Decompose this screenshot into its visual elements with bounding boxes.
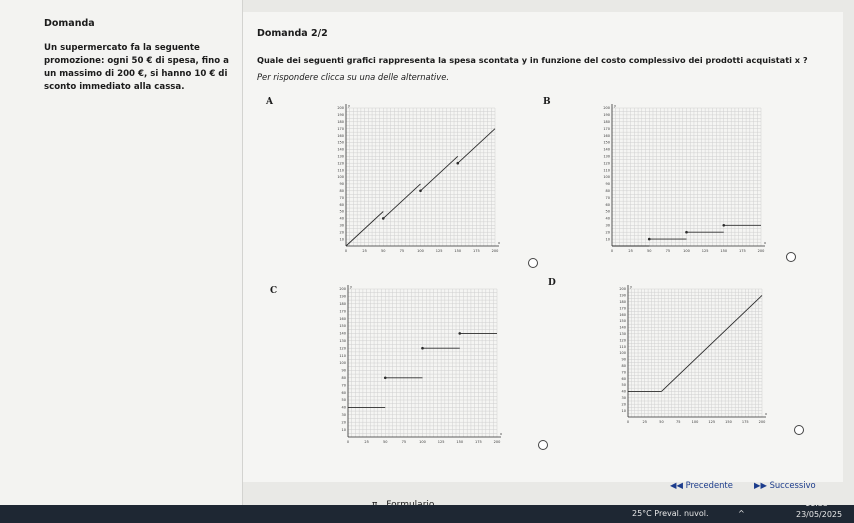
segment-point [458,332,461,335]
x-tick-label: 175 [473,249,480,253]
x-tick-label: 150 [454,249,462,253]
y-tick-label: 120 [603,161,610,166]
y-tick-label: 110 [337,168,344,173]
x-tick-label: 100 [417,249,424,253]
y-tick-label: 180 [339,302,346,306]
clock-time[interactable]: 11:35 [805,499,829,508]
y-tick-label: 130 [603,154,610,159]
x-axis-label: x [500,432,503,436]
x-tick-label: 0 [344,249,348,253]
option-letter-a: A [266,97,273,107]
y-tick-label: 70 [339,195,344,200]
x-tick-label: 50 [659,420,664,424]
option-letter-b: B [543,97,551,107]
scenario-text: Un supermercato fa la seguente promozione: ogni 50 € di spesa, fino a un massimo di 200 €, si hanno 10 € di sconto immediato alla cassa. [44,43,229,92]
y-tick-label: 200 [619,287,626,292]
chevron-up-icon[interactable]: ^ [738,509,745,518]
chart-grid [348,289,497,437]
segment-point [421,347,424,350]
y-tick-label: 100 [619,351,626,356]
y-tick-label: 170 [619,306,626,311]
previous-button[interactable] [670,480,733,490]
x-tick-label: 150 [456,440,464,444]
y-tick-label: 30 [339,223,344,228]
y-tick-label: 40 [341,405,346,410]
y-tick-label: 150 [339,324,346,329]
taskbar [0,499,854,523]
y-tick-label: 30 [605,223,610,228]
x-tick-label: 25 [362,249,367,253]
y-tick-label: 30 [341,413,346,417]
y-tick-label: 100 [603,175,610,180]
y-tick-label: 10 [621,408,626,413]
option-letter-d: D [548,278,556,288]
segment-point [722,224,725,227]
y-tick-label: 190 [337,113,344,118]
x-tick-label: 125 [437,440,445,444]
x-tick-label: 25 [642,420,647,424]
y-tick-label: 110 [603,168,610,173]
y-tick-label: 50 [339,209,344,214]
chart-option-b[interactable] [596,100,771,260]
y-tick-label: 130 [339,339,346,343]
x-axis-label: x [498,241,501,245]
y-tick-label: 150 [337,140,344,145]
chart-option-c[interactable] [332,281,507,451]
y-tick-label: 50 [621,383,626,388]
y-tick-label: 10 [605,237,610,242]
weather-status[interactable]: 25°C Preval. nuvol. [632,509,709,518]
segment-point [384,377,387,380]
x-tick-label: 50 [381,249,386,253]
segment-point [382,217,385,220]
x-tick-label: 150 [725,420,732,424]
x-tick-label: 0 [346,440,350,444]
x-tick-label: 175 [475,440,482,444]
previous-label: Precedente [685,480,733,490]
x-tick-label: 200 [491,249,499,253]
y-tick-label: 20 [341,420,346,425]
y-tick-label: 140 [337,147,344,152]
x-tick-label: 100 [683,249,690,253]
y-tick-label: 40 [621,389,626,394]
segment-point [685,231,688,234]
y-tick-label: 130 [337,154,344,159]
x-tick-label: 200 [757,249,765,253]
y-tick-label: 160 [603,133,610,138]
next-button[interactable] [754,480,816,490]
x-tick-label: 75 [665,249,671,253]
y-tick-label: 190 [603,113,610,118]
y-tick-label: 140 [339,331,346,336]
x-tick-label: 100 [419,440,426,444]
question-title: Domanda 2/2 [257,28,328,39]
y-tick-label: 10 [341,427,346,432]
x-tick-label: 0 [610,249,614,253]
y-tick-label: 50 [605,209,610,214]
y-tick-label: 40 [605,216,610,221]
y-tick-label: 70 [621,370,626,375]
forward-icon: ▶▶ [754,480,767,490]
y-tick-label: 90 [341,368,346,373]
y-tick-label: 40 [339,216,344,221]
y-tick-label: 10 [339,237,344,242]
y-tick-label: 80 [605,189,610,193]
y-tick-label: 70 [341,383,346,388]
y-tick-label: 160 [339,316,346,321]
chart-grid [628,289,762,417]
rewind-icon: ◀◀ [670,480,683,490]
x-tick-label: 175 [739,249,746,253]
y-axis-label: y [614,104,617,108]
y-tick-label: 20 [621,402,626,407]
option-letter-c: C [270,286,278,296]
y-tick-label: 80 [341,376,346,380]
y-tick-label: 90 [621,357,626,362]
y-tick-label: 120 [339,346,346,351]
y-tick-label: 200 [337,106,344,111]
y-tick-label: 180 [603,120,610,124]
segment-point [419,190,422,193]
y-tick-label: 100 [339,361,346,366]
segment-point [648,238,651,241]
x-tick-label: 200 [493,440,501,444]
y-tick-label: 170 [337,126,344,131]
y-tick-label: 190 [619,293,626,298]
y-tick-label: 180 [619,300,626,304]
y-tick-label: 90 [605,182,610,187]
question-text: Quale dei seguenti grafici rappresenta la spesa scontata y in funzione del costo complessivo dei prodotti acquistati x ? [257,55,808,65]
x-tick-label: 125 [701,249,709,253]
radio-option-d[interactable] [794,425,804,435]
x-tick-label: 125 [435,249,443,253]
x-axis-label: x [764,241,767,245]
context-title: Domanda [44,18,95,29]
y-tick-label: 60 [341,390,346,395]
x-axis-label: x [765,412,768,416]
radio-option-c[interactable] [538,440,548,450]
x-tick-label: 50 [383,440,388,444]
y-tick-label: 180 [337,120,344,124]
y-axis-label: y [630,285,633,289]
x-tick-label: 50 [647,249,652,253]
x-tick-label: 25 [364,440,369,444]
x-tick-label: 150 [720,249,728,253]
y-tick-label: 120 [337,161,344,166]
y-tick-label: 160 [337,133,344,138]
question-hint: Per rispondere clicca su una delle alternative. [257,72,450,82]
y-tick-label: 170 [603,126,610,131]
y-tick-label: 80 [621,364,626,368]
y-tick-label: 90 [339,182,344,187]
chart-option-d[interactable] [612,281,772,431]
x-tick-label: 25 [628,249,633,253]
y-axis-label: y [348,104,351,108]
y-tick-label: 20 [339,230,344,235]
y-tick-label: 60 [605,202,610,207]
x-tick-label: 100 [691,420,699,424]
x-tick-label: 200 [758,420,766,424]
clock-date[interactable]: 23/05/2025 [796,510,843,519]
y-tick-label: 100 [337,175,344,180]
y-tick-label: 30 [621,396,626,400]
chart-option-a[interactable] [330,100,505,260]
y-tick-label: 150 [603,140,610,145]
x-tick-label: 75 [676,420,681,424]
y-tick-label: 200 [603,106,610,111]
x-tick-label: 0 [626,420,630,424]
y-tick-label: 50 [341,398,346,403]
y-tick-label: 160 [619,312,626,317]
y-tick-label: 20 [605,230,610,235]
y-axis-label: y [350,285,353,289]
y-tick-label: 170 [339,309,346,314]
x-tick-label: 75 [399,249,405,253]
y-tick-label: 150 [619,319,626,324]
y-tick-label: 70 [605,195,610,200]
radio-option-b[interactable] [786,252,796,262]
y-tick-label: 80 [339,189,344,193]
x-tick-label: 175 [741,420,749,424]
segment-point [456,162,459,165]
y-tick-label: 200 [339,287,346,292]
y-tick-label: 140 [619,325,626,330]
y-tick-label: 130 [619,332,626,336]
y-tick-label: 140 [603,147,610,152]
y-tick-label: 120 [619,338,626,343]
radio-option-a[interactable] [528,258,538,268]
y-tick-label: 60 [339,202,344,207]
y-tick-label: 110 [619,344,626,349]
next-label: Successivo [769,480,816,490]
x-tick-label: 125 [708,420,716,424]
y-tick-label: 60 [621,376,626,381]
x-tick-label: 75 [401,440,407,444]
y-tick-label: 110 [339,353,346,358]
y-tick-label: 190 [339,294,346,299]
